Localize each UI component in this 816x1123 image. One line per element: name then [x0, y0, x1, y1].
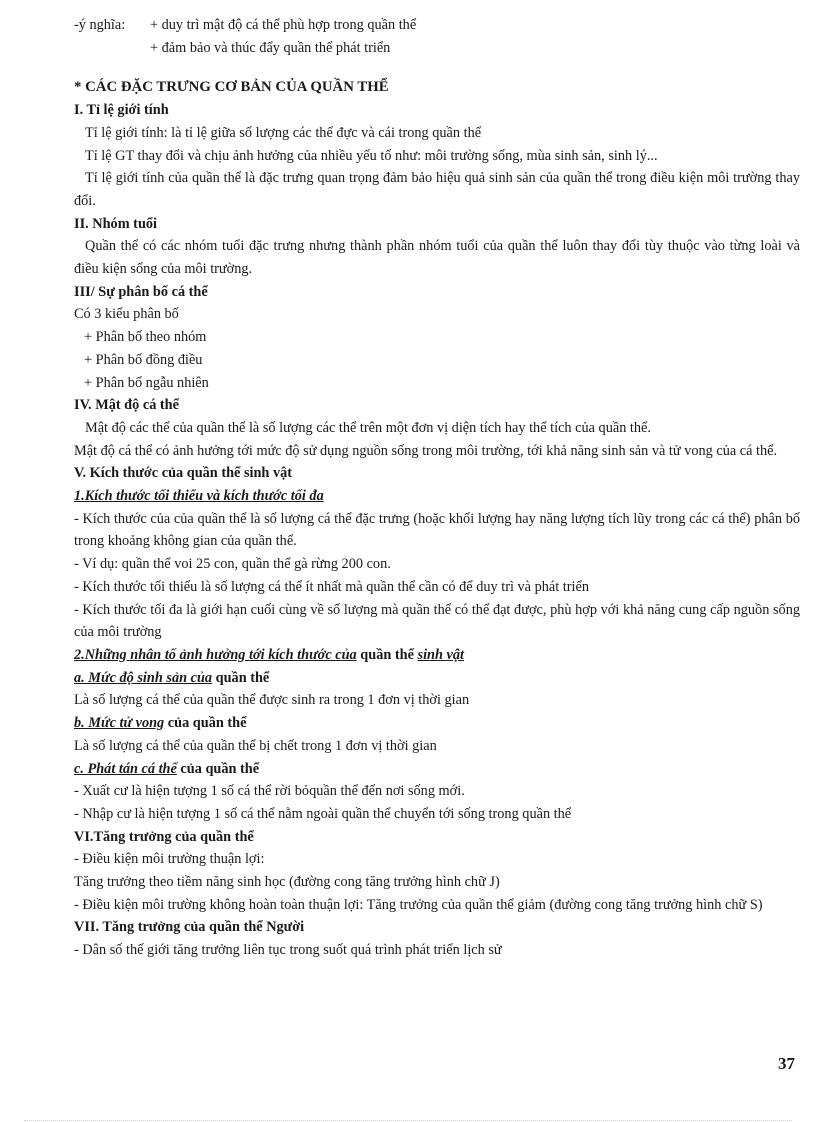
paragraph: - Dân số thế giới tăng trưởng liên tục trong suốt quá trình phát triển lịch sử: [74, 942, 502, 959]
item-title-dispersal-italic: c. Phát tán cá thể: [74, 760, 177, 777]
item-title-birth-rate: [74, 667, 800, 690]
list-item: + Phân bố ngẫu nhiên: [84, 374, 209, 391]
paragraph: Là số lượng cá thể của quần thể bị chết trong 1 đơn vị thời gian: [74, 737, 437, 754]
paragraph: - Kích thước của của quần thể là số lượng cá thể đặc trưng (hoặc khối lượng hay năng lượng tích lũy trong các cá thể) phân bố trong khoảng không gian của quần thể.: [74, 510, 800, 550]
meaning-label: -ý nghĩa:: [74, 17, 126, 33]
subsection-title-min-max: 1.Kích thước tối thiểu và kích thước tối đa: [74, 488, 324, 505]
meaning-line-1: [74, 14, 800, 37]
item-title-birth-rate-rest: quần thể: [212, 669, 270, 686]
page-bottom-divider: [24, 1120, 792, 1121]
paragraph: Có 3 kiểu phân bố: [74, 306, 179, 323]
item-title-mortality-italic: b. Mức tử vong: [74, 715, 165, 732]
paragraph: Tỉ lệ giới tính: là tỉ lệ giữa số lượng các thể đực và cái trong quần thể: [85, 124, 482, 141]
item-title-dispersal-rest: của quần thể: [176, 760, 260, 777]
paragraph: - Ví dụ: quần thể voi 25 con, quần thể gà rừng 200 con.: [74, 556, 391, 573]
paragraph: Là số lượng cá thể của quần thể được sinh ra trong 1 đơn vị thời gian: [74, 692, 470, 709]
subsection-title-factors-rest: quần thể: [356, 646, 418, 663]
section-title-age-groups: II. Nhóm tuổi: [74, 215, 158, 232]
subsection-title-factors-tail: sinh vật: [417, 646, 464, 663]
section-title-density: IV. Mật độ cá thể: [74, 397, 179, 414]
paragraph: - Xuất cư là hiện tượng 1 số cá thể rời bỏquần thể đến nơi sống mới.: [74, 783, 465, 800]
paragraph: Tỉ lệ GT thay đổi và chịu ảnh hưởng của nhiều yếu tố như: môi trường sống, mùa sinh sản, sinh lý...: [85, 147, 658, 164]
section-title-growth: VI.Tăng trưởng của quần thể: [74, 828, 254, 845]
paragraph: - Kích thước tối đa là giới hạn cuối cùng về số lượng mà quần thể có thể đạt được, phù hợp với khả năng cung cấp nguồn sống của môi trường: [74, 601, 800, 641]
item-title-birth-rate-italic: a. Mức độ sinh sản của: [74, 669, 213, 686]
paragraph: Quần thể có các nhóm tuổi đặc trưng nhưng thành phần nhóm tuổi của quần thể luôn thay đổi tùy thuộc vào từng loài và điều kiện sống của môi trường.: [74, 238, 800, 278]
section-title-sex-ratio: I. Tỉ lệ giới tính: [74, 102, 169, 119]
paragraph: - Điều kiện môi trường thuận lợi:: [74, 851, 265, 868]
paragraph: Tỉ lệ giới tính của quần thể là đặc trưng quan trọng đảm bảo hiệu quả sinh sản của quần thể trong điều kiện môi trường thay đổi.: [74, 170, 800, 209]
section-title-size: V. Kích thước của quần thể sinh vật: [74, 465, 293, 482]
paragraph: Mật độ các thể của quần thể là số lượng các thể trên một đơn vị diện tích hay thể tích của quần thể.: [85, 419, 651, 436]
meaning-item-2: + đảm bảo và thúc đẩy quần thể phát triển: [150, 39, 391, 56]
document-page: [74, 14, 800, 962]
item-title-mortality: [74, 712, 800, 735]
section-title-distribution: III/ Sự phân bố cá thể: [74, 283, 208, 300]
paragraph: - Điều kiện môi trường không hoàn toàn thuận lợi: Tăng trưởng của quần thể giảm (đường cong tăng trưởng hình chữ S): [74, 896, 763, 913]
list-item: + Phân bố đồng điều: [84, 351, 203, 368]
subsection-title-factors: [74, 644, 800, 667]
meaning-item-1: + duy trì mật độ cá thể phù hợp trong quần thể: [150, 17, 417, 33]
paragraph: - Kích thước tối thiểu là số lượng cá thể ít nhất mà quần thể cần có để duy trì và phát triển: [74, 578, 589, 595]
section-title-human-growth: VII. Tăng trưởng của quần thể Người: [74, 919, 305, 936]
paragraph: Tăng trưởng theo tiềm năng sinh học (đường cong tăng trưởng hình chữ J): [74, 874, 500, 891]
paragraph: Mật độ cá thể có ảnh hưởng tới mức độ sử dụng nguồn sống trong môi trường, tới khả năng sinh sản và tử vong của cá thể.: [74, 442, 778, 459]
page-number: 37: [778, 1054, 795, 1073]
subsection-title-factors-italic: 2.Những nhân tố ảnh hưởng tới kích thước của: [74, 646, 357, 663]
item-title-dispersal: [74, 758, 800, 781]
item-title-mortality-rest: của quần thể: [164, 715, 247, 732]
list-item: + Phân bố theo nhóm: [84, 329, 207, 346]
paragraph: - Nhập cư là hiện tượng 1 số cá thể nằm ngoài quần thể chuyển tới sống trong quần thể: [74, 805, 572, 822]
main-title: * CÁC ĐẶC TRƯNG CƠ BẢN CỦA QUẦN THỂ: [74, 79, 389, 96]
